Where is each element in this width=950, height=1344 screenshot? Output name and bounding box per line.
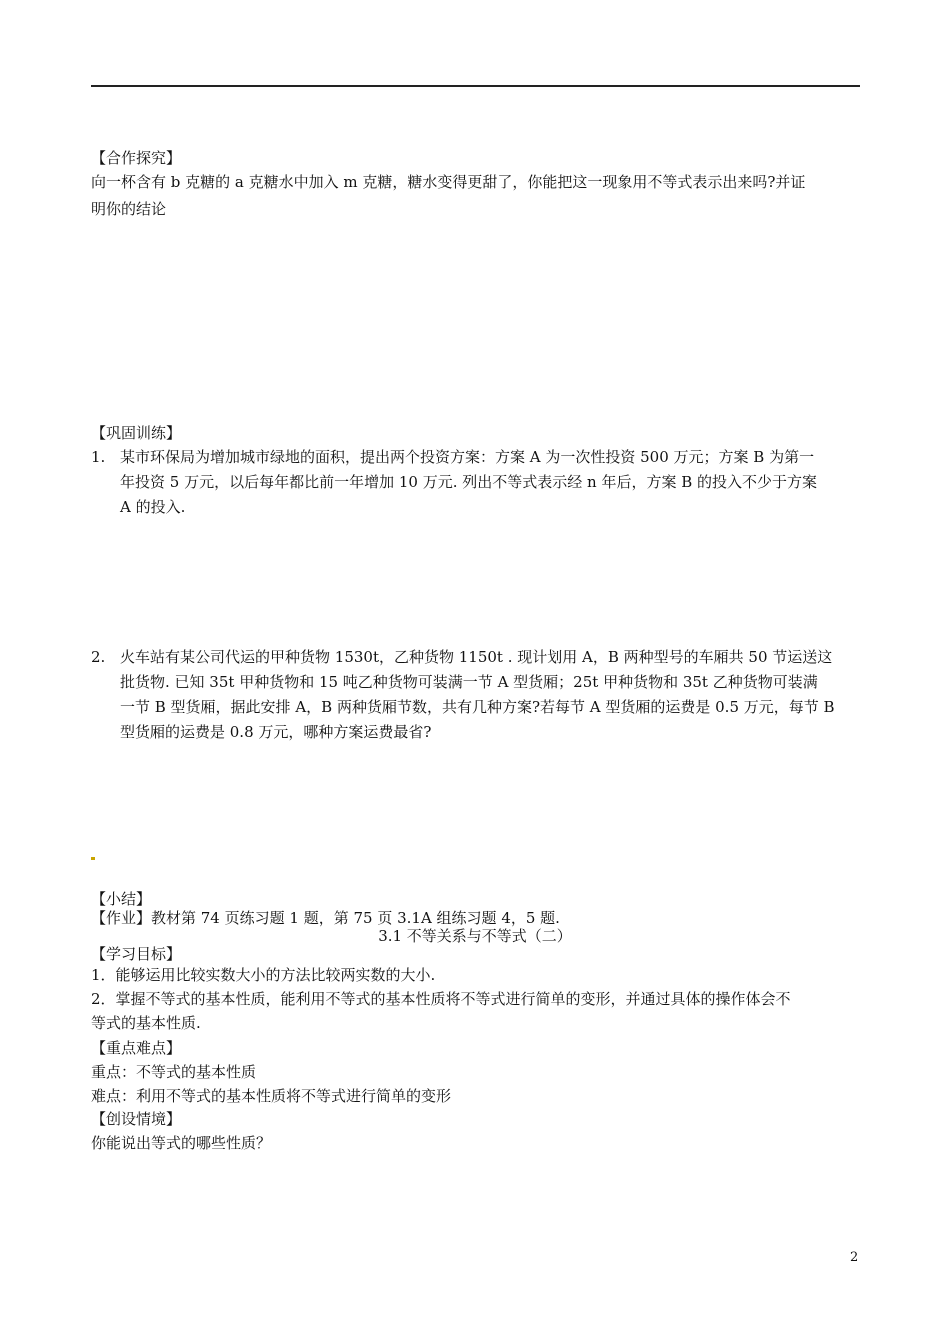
practice-heading: 【巩固训练】 <box>91 424 182 442</box>
q1-line2: 年投资 5 万元，以后每年都比前一年增加 10 万元. 列出不等式表示经 n 年后，方案 B 的投入不少于方案 <box>120 473 817 491</box>
header-rule <box>91 85 860 87</box>
q2-line4: 型货厢的运费是 0.8 万元，哪种方案运费最省? <box>120 723 432 741</box>
key-point: 重点：不等式的基本性质 <box>91 1063 257 1081</box>
scenario-question: 你能说出等式的哪些性质？ <box>91 1134 272 1152</box>
scenario-heading: 【创设情境】 <box>91 1110 182 1128</box>
q2-line3: 一节 B 型货厢，据此安排 A，B 两种货厢节数，共有几种方案?若每节 A 型货厢的运费是 0.5 万元，每节 B <box>120 698 835 716</box>
q2-line2: 批货物. 已知 35t 甲种货物和 15 吨乙种货物可装满一节 A 型货厢；25t 甲种货物和 35t 乙种货物可装满 <box>120 673 818 691</box>
stray-mark <box>91 857 95 860</box>
coop-heading: 【合作探究】 <box>91 149 182 167</box>
coop-text-line2: 明你的结论 <box>91 200 167 218</box>
homework-text: 【作业】教材第 74 页练习题 1 题，第 75 页 3.1A 组练习题 4，5 题. <box>91 909 560 927</box>
q1-number: 1. <box>91 448 106 466</box>
goal-1: 1．能够运用比较实数大小的方法比较两实数的大小. <box>91 966 436 984</box>
goals-heading: 【学习目标】 <box>91 945 182 963</box>
page-number: 2 <box>850 1250 859 1265</box>
q2-number: 2. <box>91 648 106 666</box>
goal-2-line2: 等式的基本性质. <box>91 1014 201 1032</box>
goal-2-line1: 2．掌握不等式的基本性质，能利用不等式的基本性质将不等式进行简单的变形，并通过具体的操作体会不 <box>91 990 791 1008</box>
coop-text-line1: 向一杯含有 b 克糖的 a 克糖水中加入 m 克糖，糖水变得更甜了，你能把这一现象用不等式表示出来吗?并证 <box>91 173 806 191</box>
summary-heading: 【小结】 <box>91 890 152 908</box>
q1-line1: 某市环保局为增加城市绿地的面积，提出两个投资方案：方案 A 为一次性投资 500 万元；方案 B 为第一 <box>120 448 815 466</box>
key-heading: 【重点难点】 <box>91 1039 182 1057</box>
q1-line3: A 的投入. <box>120 498 186 516</box>
key-difficulty: 难点：利用不等式的基本性质将不等式进行简单的变形 <box>91 1087 452 1105</box>
q2-line1: 火车站有某公司代运的甲种货物 1530t，乙种货物 1150t . 现计划用 A，B 两种型号的车厢共 50 节运送这 <box>120 648 833 666</box>
lesson-title: 3.1 不等关系与不等式（二） <box>378 927 572 945</box>
